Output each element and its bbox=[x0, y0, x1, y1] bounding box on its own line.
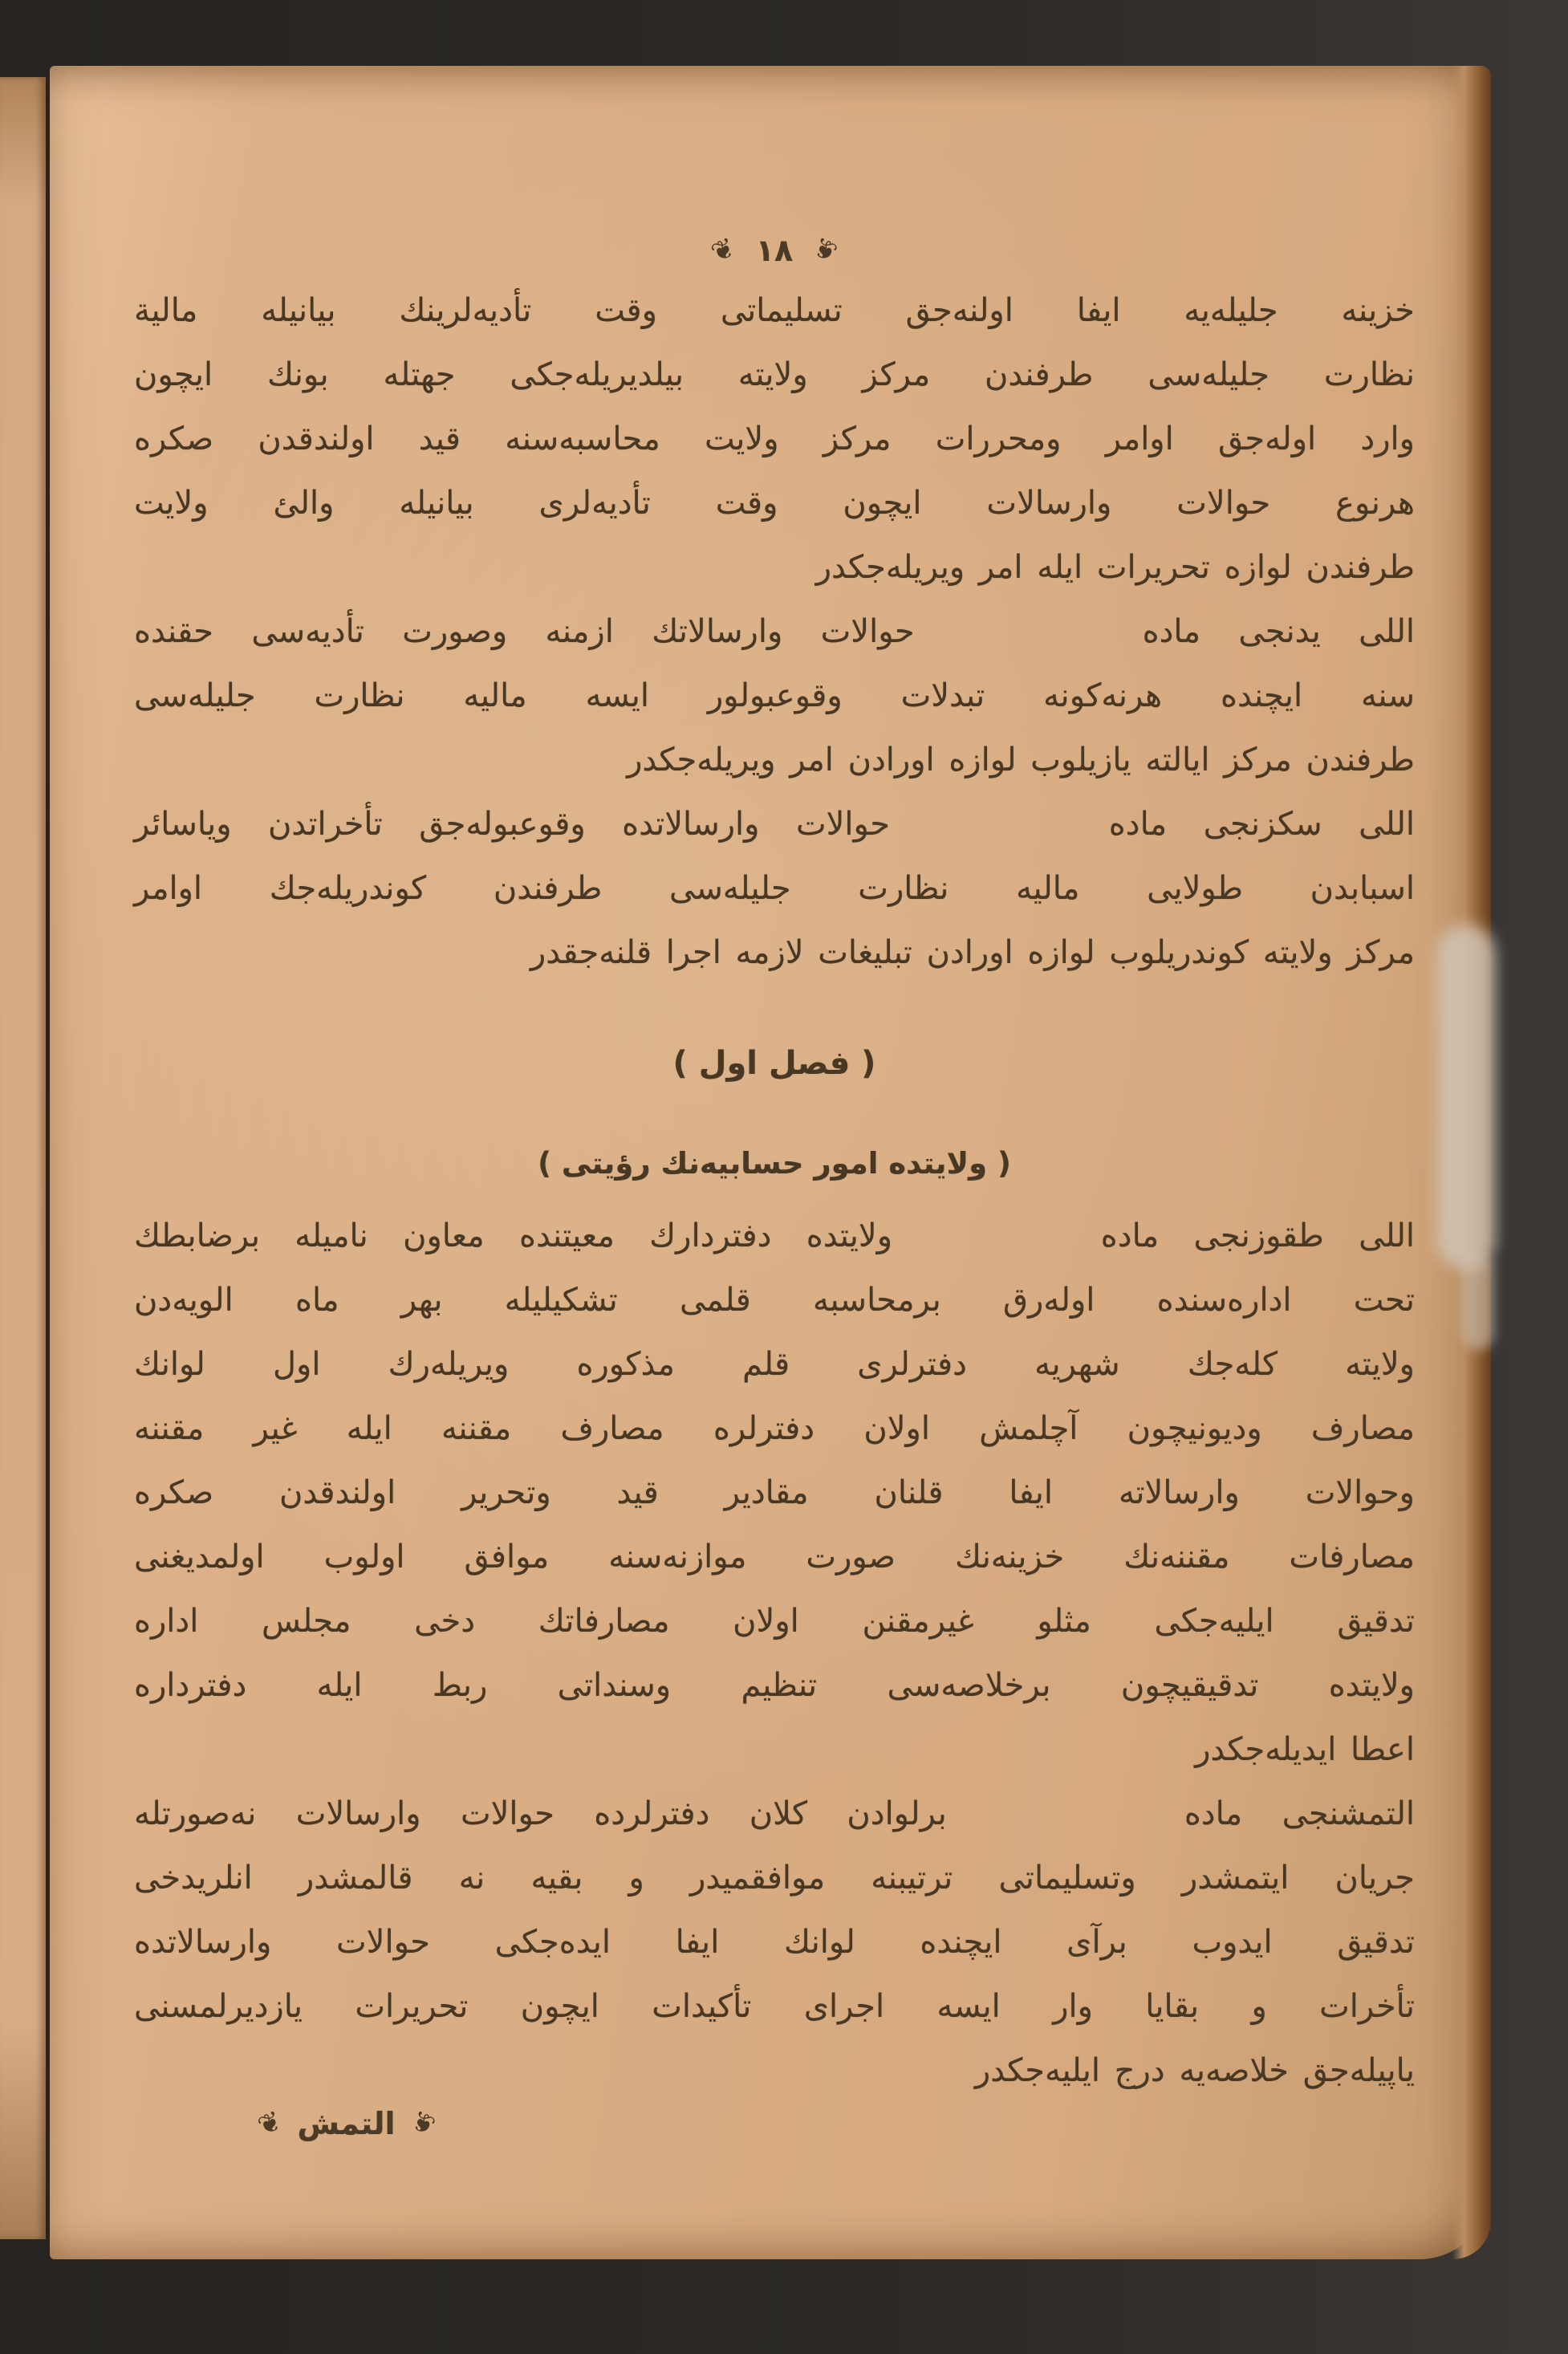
text-line: وحوالات وارسالاته ايفا قلنان مقادير قيد وتحرير اولندقدن صكره bbox=[134, 1474, 1415, 1511]
text-line: ياپيله‌جق خلاصه‌يه درج ايليه‌جكدر bbox=[974, 2052, 1415, 2089]
section-subheading: ( ولايتده امور حسابيه‌نك رؤيتى ) bbox=[538, 1146, 1011, 1181]
text-line: مصارف وديونيچون آچلمش اولان دفترلره مصارف مقننه ايله غير مقننه bbox=[134, 1410, 1415, 1447]
text-line: مصارفات مقننه‌نك خزينه‌نك صورت موازنه‌سنه موافق اولوب اولمديغنى bbox=[134, 1539, 1415, 1575]
text-line: مركز ولايته كوندريلوب لوازه اورادن تبليغات لازمه اجرا قلنه‌جقدر bbox=[530, 934, 1415, 971]
previous-page-edge bbox=[0, 77, 46, 2239]
floral-ornament-icon: ❦ bbox=[706, 230, 741, 270]
text-line: سنه ايچنده هرنه‌كونه تبدلات وقوعبولور ايسه ماليه نظارت جليله‌سى bbox=[134, 677, 1415, 714]
text-line: تدقيق ايدوب برآى ايچنده لوانك ايفا ايده‌جكى حوالات وارسالاتده bbox=[134, 1924, 1415, 1961]
text-line-article-60: التمشنجى ماده برلوادن كلان دفترلرده حوالات وارسالات نه‌صورتله bbox=[134, 1795, 1415, 1832]
chapter-heading: ( فصل اول ) bbox=[672, 1045, 876, 1082]
text-line: طرفندن لوازه تحريرات ايله امر ويريله‌جكدر bbox=[815, 549, 1415, 586]
text-line: اعطا ايديله‌جكدر bbox=[1195, 1731, 1415, 1768]
floral-ornament-icon: ❦ bbox=[405, 2104, 440, 2144]
text-line: خزينه جليله‌يه ايفا اولنه‌جق تسليماتى وقت تأديه‌لرينك بيانيله مالية bbox=[134, 292, 1415, 329]
text-line: وارد اوله‌جق اوامر ومحررات مركز ولايت محاسبه‌سنه قيد اولندقدن صكره bbox=[134, 421, 1415, 457]
text-line: هرنوع حوالات وارسالات ايچون وقت تأديه‌لرى بيانيله والئ ولايت bbox=[134, 485, 1415, 522]
text-line: ولايتده تدقيقيچون برخلاصه‌سى تنظيم وسنداتى ربط ايله دفترداره bbox=[134, 1667, 1415, 1704]
floral-ornament-icon: ❦ bbox=[253, 2104, 287, 2144]
text-line: طرفندن مركز ايالته يازيلوب لوازه اورادن امر ويريله‌جكدر bbox=[627, 742, 1415, 779]
catchword: التمش bbox=[297, 2106, 396, 2141]
book-page bbox=[50, 66, 1491, 2259]
text-line: اسبابدن طولايى ماليه نظارت جليله‌سى طرفندن كوندريله‌جك اوامر bbox=[134, 870, 1415, 907]
floral-ornament-icon: ❦ bbox=[808, 230, 843, 270]
text-line: ولايته كله‌جك شهريه دفترلرى قلم مذكوره ويريله‌رك اول لوانك bbox=[134, 1346, 1415, 1383]
text-line: جريان ايتمشدر وتسليماتى ترتيبنه موافقميدر و بقيه نه قالمشدر انلريدخى bbox=[134, 1860, 1415, 1897]
page-damage-patch bbox=[1462, 1254, 1494, 1350]
page-number: ١٨ bbox=[755, 233, 794, 268]
text-line: نظارت جليله‌سى طرفندن مركز ولايته بيلديريله‌جكى جهتله بونك ايچون bbox=[134, 356, 1415, 393]
text-line-article-59: اللى طقوزنجى ماده ولايتده دفتردارك معيتنده معاون ناميله برضابطك bbox=[134, 1218, 1415, 1254]
text-line-article-58: اللى سكزنجى ماده حوالات وارسالاتده وقوعبوله‌جق تأخراتدن وياسائر bbox=[134, 806, 1415, 843]
text-line: تدقيق ايليه‌جكى مثلو غيرمقنن اولان مصارفاتك دخى مجلس اداره bbox=[134, 1603, 1415, 1640]
page-header bbox=[134, 222, 1415, 278]
text-line: تأخرات و بقايا وار ايسه اجراى تأكيدات ايچون تحريرات يازديرلمسنى bbox=[134, 1988, 1415, 2025]
text-line-article-57: اللى يدنجى ماده حوالات وارسالاتك ازمنه وصورت تأديه‌سى حقنده bbox=[134, 613, 1415, 650]
text-line: تحت اداره‌سنده اوله‌رق برمحاسبه قلمى تشكيليله بهر ماه الويه‌دن bbox=[134, 1282, 1415, 1319]
page-text-area bbox=[134, 66, 1415, 2259]
page-damage-patch bbox=[1436, 925, 1496, 1270]
